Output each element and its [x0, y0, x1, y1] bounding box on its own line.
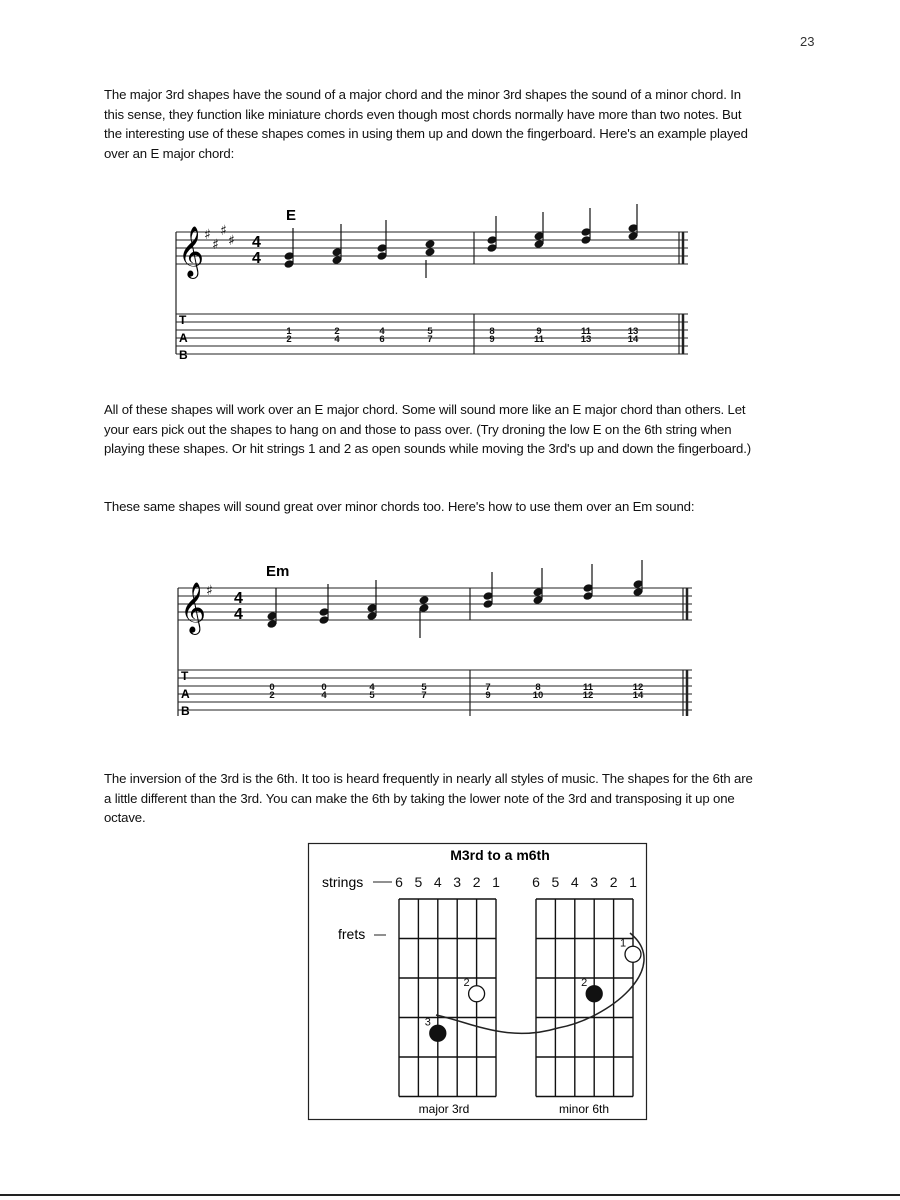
dyad-note — [266, 588, 277, 629]
notes — [266, 560, 643, 638]
tab-fret-number: 8 — [489, 326, 495, 337]
tab-fret-number: 2 — [286, 334, 292, 345]
caption-major-3rd: major 3rd — [418, 1102, 470, 1116]
svg-text:♯: ♯ — [204, 227, 211, 243]
finger-number: 1 — [619, 937, 627, 950]
string-number: 6 — [532, 874, 540, 890]
dyad-note — [418, 595, 429, 638]
filled-finger-dot — [425, 1016, 446, 1041]
tab-fret-number: 11 — [533, 334, 545, 345]
tab-fret-number: 14 — [632, 690, 644, 701]
svg-text:4: 4 — [252, 250, 261, 267]
fretboard-diagram — [308, 843, 648, 1121]
string-number: 5 — [414, 874, 423, 890]
tab-fret-number: 4 — [369, 682, 375, 693]
tab-fret-number: 1 — [286, 326, 292, 337]
svg-text:T: T — [179, 313, 187, 327]
diagram-title: M3rd to a m6th — [450, 847, 550, 863]
tab-fret-number: 11 — [580, 326, 592, 337]
finger-number: 2 — [581, 976, 588, 989]
treble-clef-icon: 𝄞 — [180, 582, 207, 633]
svg-text:B: B — [179, 348, 188, 362]
svg-text:♯: ♯ — [228, 233, 235, 249]
paragraph-intro: The major 3rd shapes have the sound of a major chord and the minor 3rd shapes the sound of a minor chord. In this sense, they function like miniature chords even though most chords normally have more than two notes. But the interesting use of these shapes comes in using them up and down the fingerboard. Here's an example played over an E major chord: — [104, 87, 748, 161]
string-number: 1 — [629, 874, 637, 890]
note-head — [424, 247, 435, 257]
tab-fret-number: 9 — [485, 690, 491, 701]
tab-fret-number: 9 — [536, 326, 542, 337]
tab-fret-number: 12 — [582, 690, 594, 701]
dyad-note — [582, 564, 593, 601]
dyad-note — [627, 204, 638, 241]
tab-fret-number: 5 — [421, 682, 427, 693]
tab-fret-number: 8 — [535, 682, 541, 693]
tab-fret-number: 9 — [489, 334, 495, 345]
string-number: 4 — [570, 874, 579, 890]
tab-fret-number: 7 — [427, 334, 433, 345]
tab-fret-number: 5 — [369, 690, 375, 701]
dyad-note — [580, 208, 591, 245]
tab-fret-number: 2 — [269, 690, 275, 701]
svg-text:4: 4 — [252, 234, 261, 251]
dyad-note — [331, 224, 342, 265]
notation-example-e-major — [0, 200, 900, 370]
tab-fret-number: 6 — [379, 334, 385, 345]
svg-text:♯: ♯ — [220, 223, 227, 239]
string-number: 1 — [492, 874, 500, 890]
string-number: 2 — [609, 874, 618, 890]
paragraph-sixth-explanation: The inversion of the 3rd is the 6th. It too is heard frequently in nearly all styles of music. The shapes for the 6th are a little different than the 3rd. You can make the 6th by taking the lower note of the 3rd and transposing it up one octave. — [104, 771, 753, 825]
string-number: 3 — [453, 874, 462, 890]
string-number: 6 — [395, 874, 403, 890]
paragraph-minor-intro: These same shapes will sound great over minor chords too. Here's how to use them over an Em sound: — [104, 499, 695, 514]
chord-symbol: E — [286, 207, 297, 224]
key-signature — [206, 583, 213, 599]
dyad-note — [486, 216, 497, 253]
notes — [283, 204, 638, 278]
tab-fret-number: 13 — [627, 326, 639, 337]
dyad-note — [532, 568, 543, 605]
filled-finger-dot — [581, 977, 602, 1002]
caption-minor-6th: minor 6th — [558, 1102, 610, 1116]
svg-text:♯: ♯ — [212, 237, 219, 253]
treble-clef-icon: 𝄞 — [178, 226, 205, 277]
paragraph-e-major-explanation: All of these shapes will work over an E major chord. Some will sound more like an E major chord than others. Let your ears pick out the shapes to hang on and those to pass over. (Try droning the low E on the 6th string when playing these shapes. Or hit strings 1 and 2 as open sounds while moving the 3rd's up and down the fingerboard.) — [104, 402, 751, 456]
svg-text:T: T — [181, 669, 189, 683]
time-signature — [252, 234, 261, 267]
svg-text:4: 4 — [234, 606, 243, 623]
tab-fret-number: 4 — [321, 690, 327, 701]
finger-number: 3 — [424, 1016, 431, 1029]
tab-fret-number: 13 — [580, 334, 592, 345]
tab-fret-number: 0 — [269, 682, 275, 693]
string-number: 2 — [472, 874, 481, 890]
frets-label: frets — [338, 926, 366, 942]
time-signature — [234, 590, 243, 623]
svg-text:B: B — [181, 704, 190, 718]
tab-fret-number: 12 — [632, 682, 644, 693]
staff — [178, 588, 692, 620]
svg-text:4: 4 — [234, 590, 243, 607]
page-bottom-rule — [0, 1194, 900, 1196]
tab-fret-number: 7 — [485, 682, 491, 693]
tab-letters — [181, 669, 190, 718]
fretboard-grid-left — [395, 874, 500, 1097]
chord-symbol: Em — [266, 563, 290, 580]
tab-fret-number: 4 — [379, 326, 385, 337]
tab-fret-number: 0 — [321, 682, 327, 693]
dyad-note — [424, 239, 435, 278]
strings-label: strings — [322, 874, 364, 890]
finger-number: 2 — [463, 976, 470, 989]
tab-staff — [178, 670, 692, 710]
tab-letters — [179, 313, 188, 362]
notation-example-e-minor — [0, 556, 900, 726]
dyad-note — [366, 580, 377, 621]
tab-fret-number: 4 — [334, 334, 340, 345]
note-head — [424, 239, 435, 249]
tab-fret-number: 7 — [421, 690, 427, 701]
dyad-note — [482, 572, 493, 609]
tab-fret-number: 11 — [582, 682, 594, 693]
svg-text:A: A — [179, 331, 188, 345]
string-number: 4 — [433, 874, 442, 890]
open-finger-dot — [464, 977, 485, 1002]
svg-text:♯: ♯ — [206, 583, 213, 599]
dyad-note — [632, 560, 643, 597]
tab-numbers — [269, 682, 644, 701]
tab-fret-number: 10 — [532, 690, 544, 701]
tab-fret-number: 14 — [627, 334, 639, 345]
string-number: 5 — [551, 874, 560, 890]
tab-fret-number: 2 — [334, 326, 340, 337]
dyad-note — [533, 212, 544, 249]
tab-numbers — [286, 326, 639, 345]
string-number: 3 — [590, 874, 599, 890]
page-number: 23 — [800, 34, 815, 49]
tab-fret-number: 5 — [427, 326, 433, 337]
svg-text:A: A — [181, 687, 190, 701]
note-head — [418, 595, 429, 605]
